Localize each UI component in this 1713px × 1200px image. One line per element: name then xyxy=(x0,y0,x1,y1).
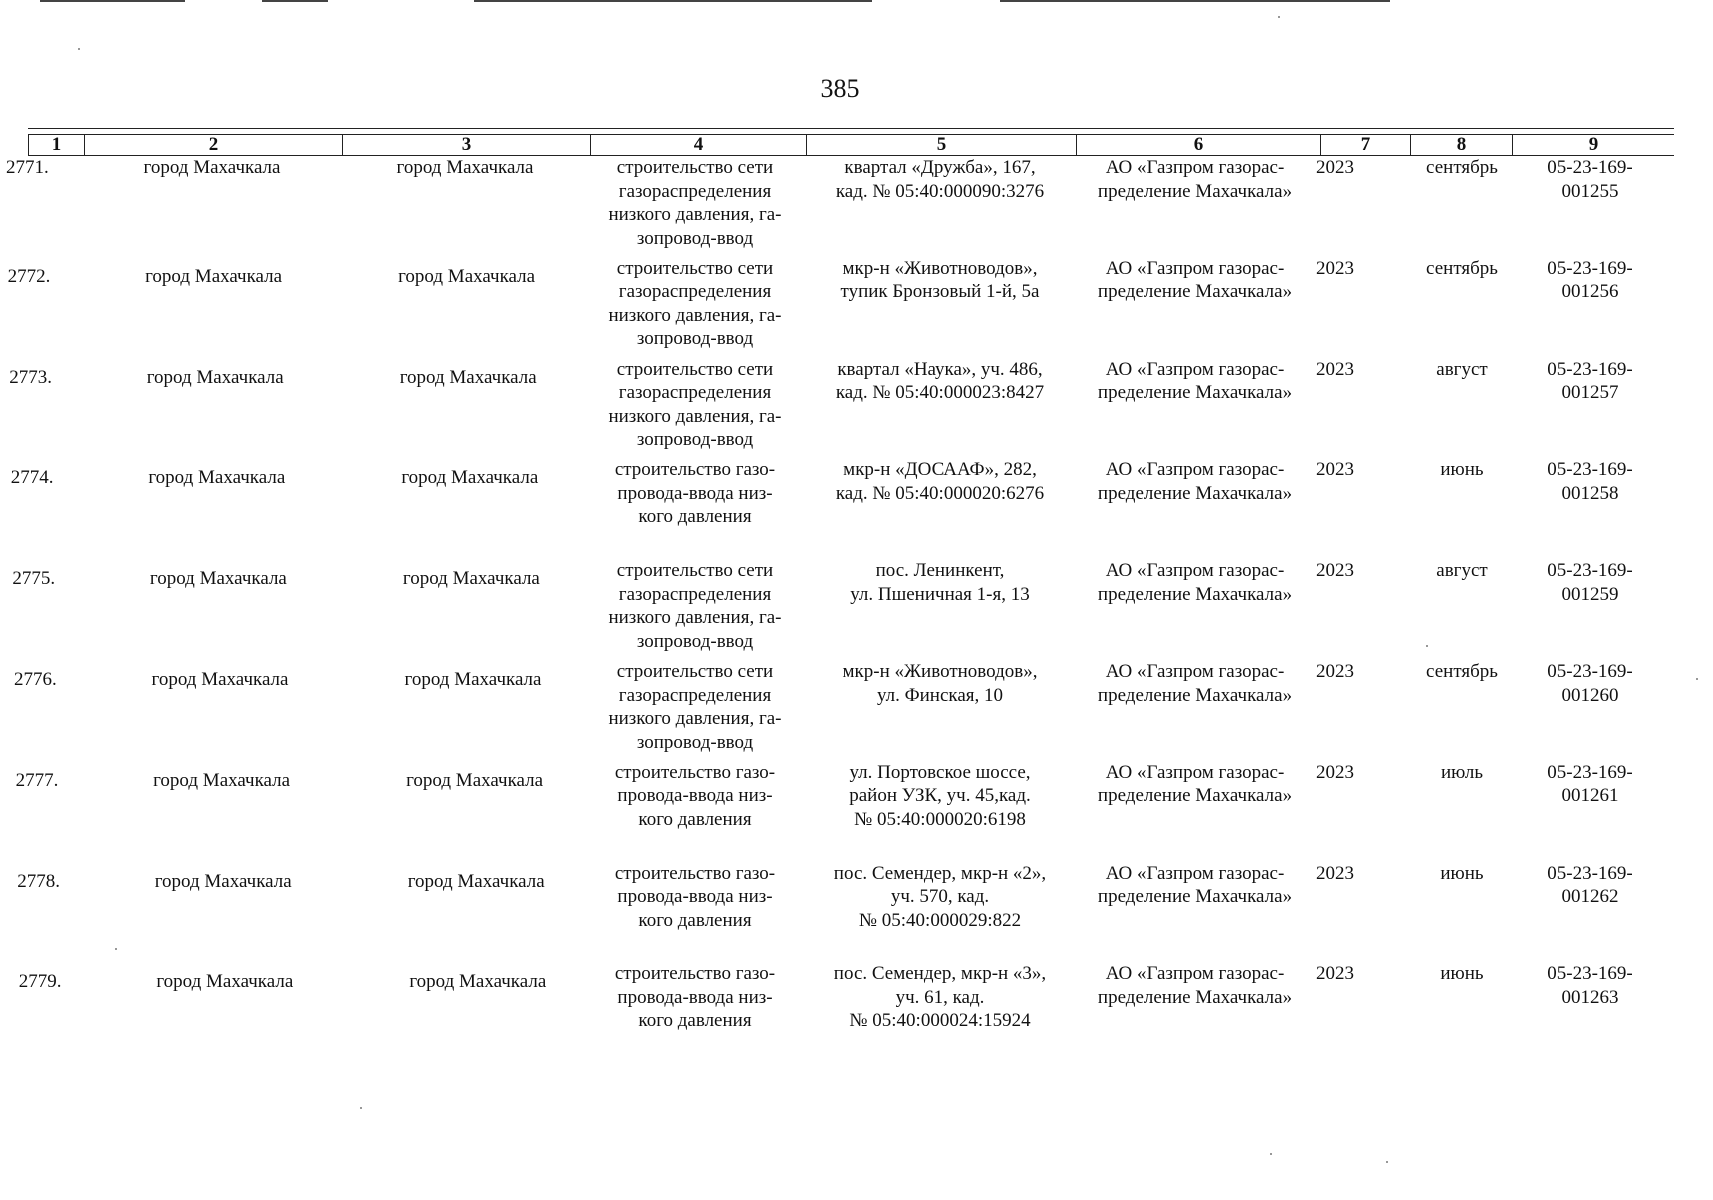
work-type-cell: строительство газо- провода-ввода низ- кого давления xyxy=(614,459,776,528)
year-cell: 2023 xyxy=(1316,358,1354,380)
municipality-cell: город Махачкала xyxy=(143,157,281,178)
settlement-cell: город Махачкала xyxy=(406,769,544,791)
address-cell: мкр-н «ДОСААФ», 282, кад. № 05:40:000020:6276 xyxy=(835,459,1045,504)
column-header-5: 5 xyxy=(806,135,1076,155)
address-cell: пос. Семендер, мкр-н «3», уч. 61, кад. № 05:40:000024:15924 xyxy=(833,963,1047,1032)
header-rule xyxy=(28,128,1674,129)
row-number: 2771. xyxy=(6,157,49,178)
scan-speck xyxy=(1278,16,1280,18)
object-code-cell: 05-23-169- 001262 xyxy=(1547,862,1633,908)
table-row xyxy=(0,660,1713,760)
month-cell: июнь xyxy=(1440,459,1484,481)
scan-speck xyxy=(1386,1161,1388,1163)
address-cell: пос. Семендер, мкр-н «2», уч. 570, кад. № 05:40:000029:822 xyxy=(833,862,1047,931)
table-row xyxy=(0,559,1713,659)
year-cell: 2023 xyxy=(1316,157,1354,178)
table-row xyxy=(0,156,1713,256)
municipality-cell: город Махачкала xyxy=(149,568,287,590)
row-number: 2779. xyxy=(18,971,62,993)
address-cell: мкр-н «Животноводов», тупик Бронзовый 1-й, 5а xyxy=(840,257,1040,303)
work-type-cell: строительство газо- провода-ввода низ- кого давления xyxy=(614,963,776,1032)
column-header-row xyxy=(28,134,1674,156)
object-code-cell: 05-23-169- 001257 xyxy=(1547,358,1633,404)
year-cell: 2023 xyxy=(1316,661,1354,682)
address-cell: квартал «Наука», уч. 486, кад. № 05:40:000023:8427 xyxy=(835,358,1045,404)
organization-cell: АО «Газпром газорас- пределение Махачкала» xyxy=(1097,157,1293,202)
organization-cell: АО «Газпром газорас- пределение Махачкала» xyxy=(1097,257,1293,303)
organization-cell: АО «Газпром газорас- пределение Махачкала» xyxy=(1097,963,1293,1008)
month-cell: сентябрь xyxy=(1426,157,1498,178)
work-type-cell: строительство сети газораспределения низкого давления, га- зопровод-ввод xyxy=(608,358,782,451)
object-code-cell: 05-23-169- 001258 xyxy=(1547,459,1633,504)
work-type-cell: строительство сети газораспределения низкого давления, га- зопровод-ввод xyxy=(608,257,782,350)
settlement-cell: город Махачкала xyxy=(401,467,539,489)
top-edge-rule xyxy=(474,0,872,2)
column-header-8: 8 xyxy=(1410,135,1512,155)
table-row xyxy=(0,862,1713,962)
address-cell: ул. Портовское шоссе, район УЗК, уч. 45,кад. № 05:40:000020:6198 xyxy=(849,761,1031,830)
municipality-cell: город Махачкала xyxy=(154,870,292,892)
month-cell: август xyxy=(1436,358,1488,380)
scan-speck xyxy=(78,48,80,50)
work-type-cell: строительство сети газораспределения низкого давления, га- зопровод-ввод xyxy=(608,157,782,249)
object-code-cell: 05-23-169- 001255 xyxy=(1547,157,1633,202)
year-cell: 2023 xyxy=(1316,862,1354,884)
year-cell: 2023 xyxy=(1316,761,1354,783)
settlement-cell: город Махачкала xyxy=(404,669,542,690)
municipality-cell: город Махачкала xyxy=(156,971,294,993)
column-header-6: 6 xyxy=(1076,135,1320,155)
scan-speck xyxy=(1270,1153,1272,1155)
settlement-cell: город Махачкала xyxy=(399,366,537,388)
table-row xyxy=(0,962,1713,1062)
organization-cell: АО «Газпром газорас- пределение Махачкала» xyxy=(1097,560,1293,605)
organization-cell: АО «Газпром газорас- пределение Махачкала» xyxy=(1097,862,1293,908)
work-type-cell: строительство сети газораспределения низкого давления, га- зопровод-ввод xyxy=(608,560,782,652)
column-header-4: 4 xyxy=(590,135,806,155)
organization-cell: АО «Газпром газорас- пределение Махачкала» xyxy=(1097,459,1293,504)
column-header-7: 7 xyxy=(1320,135,1410,155)
year-cell: 2023 xyxy=(1316,963,1354,985)
settlement-cell: город Махачкала xyxy=(409,971,547,993)
top-edge-rule xyxy=(40,0,185,2)
scan-speck xyxy=(360,1107,362,1109)
table-row xyxy=(0,257,1713,357)
address-cell: квартал «Дружба», 167, кад. № 05:40:000090:3276 xyxy=(835,157,1045,202)
work-type-cell: строительство газо- провода-ввода низ- кого давления xyxy=(614,761,776,830)
municipality-cell: город Махачкала xyxy=(153,769,291,791)
page-number: 385 xyxy=(820,74,860,103)
object-code-cell: 05-23-169- 001261 xyxy=(1547,761,1633,807)
month-cell: сентябрь xyxy=(1426,257,1498,279)
object-code-cell: 05-23-169- 001263 xyxy=(1547,963,1633,1008)
year-cell: 2023 xyxy=(1316,459,1354,481)
row-number: 2773. xyxy=(9,366,52,388)
row-number: 2776. xyxy=(14,669,57,690)
organization-cell: АО «Газпром газорас- пределение Махачкала» xyxy=(1097,358,1293,404)
municipality-cell: город Махачкала xyxy=(148,467,286,489)
row-number: 2775. xyxy=(12,568,56,590)
settlement-cell: город Махачкала xyxy=(402,568,540,590)
object-code-cell: 05-23-169- 001259 xyxy=(1547,560,1633,605)
month-cell: июнь xyxy=(1440,963,1484,985)
year-cell: 2023 xyxy=(1316,257,1354,279)
object-code-cell: 05-23-169- 001256 xyxy=(1547,257,1633,303)
municipality-cell: город Махачкала xyxy=(145,265,283,287)
month-cell: июнь xyxy=(1440,862,1484,884)
organization-cell: АО «Газпром газорас- пределение Махачкала» xyxy=(1097,761,1293,807)
row-number: 2778. xyxy=(17,870,60,892)
table-row xyxy=(0,761,1713,861)
address-cell: пос. Ленинкент, ул. Пшеничная 1-я, 13 xyxy=(850,560,1030,605)
row-number: 2774. xyxy=(10,467,54,489)
work-type-cell: строительство газо- провода-ввода низ- кого давления xyxy=(614,862,776,931)
month-cell: август xyxy=(1436,560,1488,582)
column-header-2: 2 xyxy=(84,135,342,155)
month-cell: июль xyxy=(1440,761,1484,783)
month-cell: сентябрь xyxy=(1426,661,1498,682)
top-edge-rule xyxy=(1000,0,1390,2)
row-number: 2772. xyxy=(7,265,51,287)
settlement-cell: город Махачкала xyxy=(398,265,536,287)
row-number: 2777. xyxy=(15,769,59,791)
work-type-cell: строительство сети газораспределения низкого давления, га- зопровод-ввод xyxy=(608,661,782,753)
address-cell: мкр-н «Животноводов», ул. Финская, 10 xyxy=(842,661,1038,706)
table-row xyxy=(0,458,1713,558)
municipality-cell: город Махачкала xyxy=(146,366,284,388)
settlement-cell: город Махачкала xyxy=(407,870,545,892)
table-row xyxy=(0,358,1713,458)
organization-cell: АО «Газпром газорас- пределение Махачкала» xyxy=(1097,661,1293,706)
municipality-cell: город Махачкала xyxy=(151,669,289,690)
column-header-3: 3 xyxy=(342,135,590,155)
column-header-1: 1 xyxy=(28,135,84,155)
object-code-cell: 05-23-169- 001260 xyxy=(1547,661,1633,706)
column-header-9: 9 xyxy=(1512,135,1674,155)
settlement-cell: город Махачкала xyxy=(396,157,534,178)
top-edge-rule xyxy=(262,0,328,2)
year-cell: 2023 xyxy=(1316,560,1354,582)
